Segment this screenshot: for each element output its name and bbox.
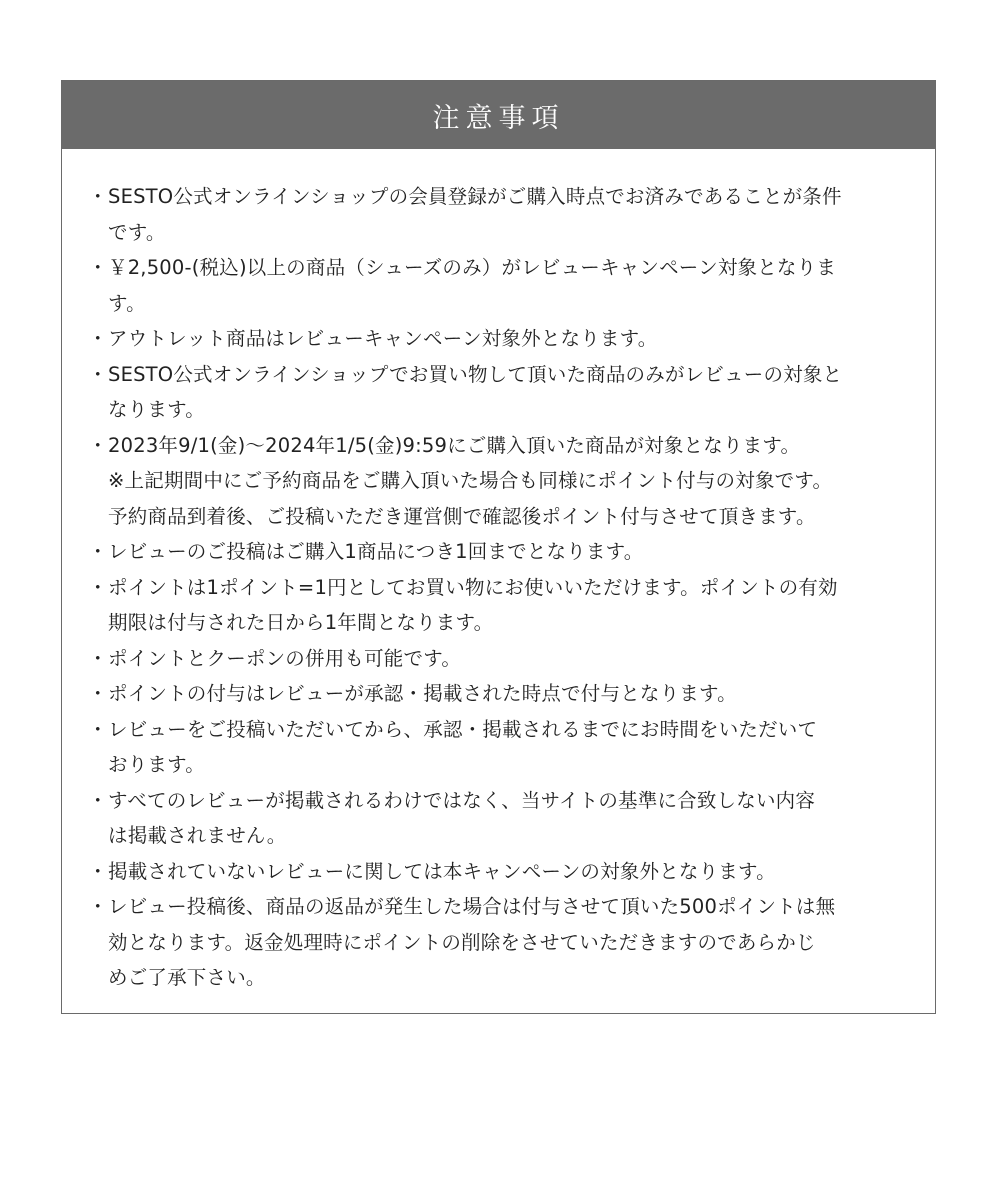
notice-item-text: 2023年9/1(金)〜2024年1/5(金)9:59にご購入頂いた商品が対象となります。 ※上記期間中にご予約商品をご購入頂いた場合も同様にポイント付与の対象です。 予約商品到着後、ご投稿いただき運営側で確認後ポイント付与させて頂きます。: [108, 433, 833, 528]
bullet-icon: ・: [88, 575, 108, 599]
notice-item: [86, 179, 911, 250]
notice-item-text: ポイントは1ポイント=1円としてお買い物にお使いいただけます。ポイントの有効 期限は付与された日から1年間となります。: [108, 575, 838, 634]
bullet-icon: ・: [88, 433, 108, 457]
notice-item-text: レビュー投稿後、商品の返品が発生した場合は付与させて頂いた500ポイントは無 効となります。返金処理時にポイントの削除をさせていただきますのであらかじ めご了承下さい。: [108, 895, 836, 989]
bullet-icon: ・: [88, 362, 108, 386]
bullet-icon: ・: [88, 895, 108, 918]
notice-item: [86, 712, 911, 783]
bullet-icon: ・: [88, 256, 108, 279]
notice-item-text: レビューのご投稿はご購入1商品につき1回までとなります。: [108, 540, 644, 563]
bullet-icon: ・: [88, 646, 108, 670]
notice-panel: [61, 80, 936, 1014]
bullet-icon: ・: [88, 540, 108, 563]
bullet-icon: ・: [88, 185, 108, 208]
bullet-icon: ・: [88, 682, 108, 705]
notice-item: [86, 570, 911, 641]
notice-item: [86, 428, 911, 535]
notice-item: [86, 676, 911, 712]
bullet-icon: ・: [88, 717, 108, 741]
notice-item-text: すべてのレビューが掲載されるわけではなく、当サイトの基準に合致しない内容 は掲載されません。: [108, 788, 816, 847]
bullet-icon: ・: [88, 859, 108, 883]
notice-item: [86, 357, 911, 428]
notice-list: [62, 149, 935, 996]
notice-item-text: 掲載されていないレビューに関しては本キャンペーンの対象外となります。: [108, 859, 776, 883]
notice-title: 注意事項: [432, 102, 565, 134]
notice-item-text: SESTO公式オンラインショップでお買い物して頂いた商品のみがレビューの対象と なります。: [108, 362, 843, 421]
notice-item: [86, 321, 911, 357]
notice-header: [62, 81, 935, 149]
notice-item: [86, 783, 911, 854]
notice-item: [86, 534, 911, 570]
notice-item-text: アウトレット商品はレビューキャンペーン対象外となります。: [108, 327, 658, 350]
notice-item: [86, 250, 911, 321]
notice-item: [86, 854, 911, 890]
notice-item-text: ￥2,500-(税込)以上の商品（シューズのみ）がレビューキャンペーン対象となりま す。: [108, 256, 837, 315]
notice-item: [86, 889, 911, 996]
bullet-icon: ・: [88, 327, 108, 350]
notice-item-text: ポイントの付与はレビューが承認・掲載された時点で付与となります。: [108, 682, 737, 705]
notice-item-text: ポイントとクーポンの併用も可能です。: [108, 646, 462, 670]
notice-item-text: レビューをご投稿いただいてから、承認・掲載されるまでにお時間をいただいて おります。: [108, 717, 818, 776]
bullet-icon: ・: [88, 788, 108, 812]
notice-item-text: SESTO公式オンラインショップの会員登録がご購入時点でお済みであることが条件 です。: [108, 185, 842, 244]
notice-item: [86, 641, 911, 677]
